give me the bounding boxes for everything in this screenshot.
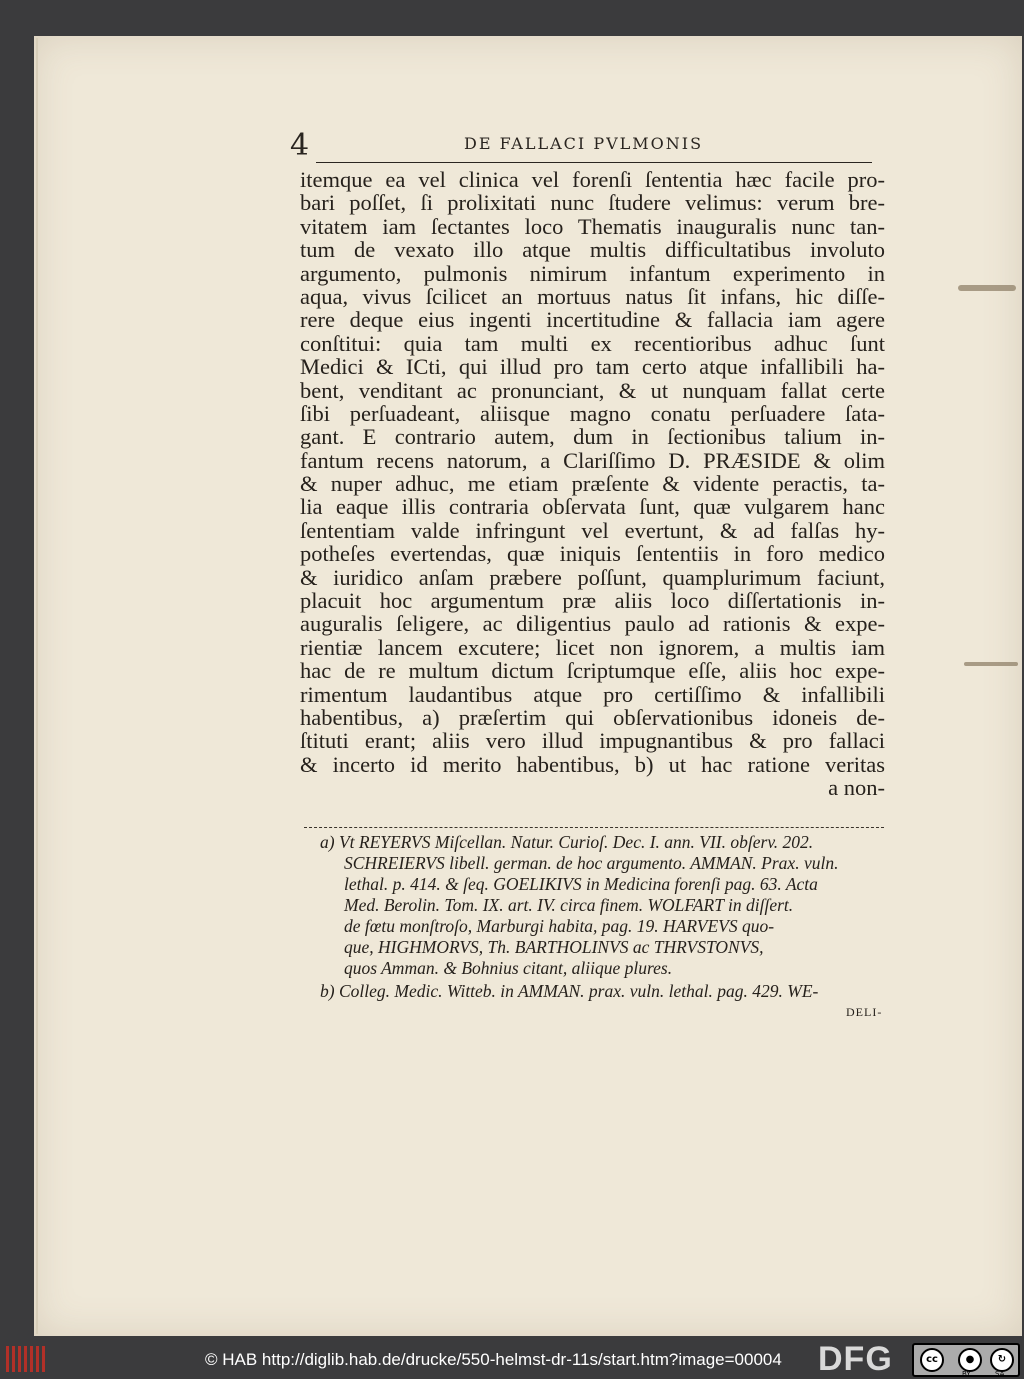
body-line: conſtitui: quia tam multi ex recentioribus adhuc ſunt — [300, 330, 885, 356]
body-line: habentibus, a) præſertim qui obſervationibus idoneis de- — [300, 704, 885, 730]
cc-license-badge[interactable] — [912, 1343, 1020, 1377]
footnotes — [320, 832, 888, 1002]
body-line: hac de re multum dictum ſcriptumque eſſe, aliis hoc expe- — [300, 658, 885, 684]
body-line: Medici & ICti, qui illud pro tam certo atque infallibili ha- — [300, 354, 885, 380]
body-line: rere deque eius ingenti incertitudine & fallacia iam agere — [300, 307, 885, 333]
footnote-line: quos Amman. & Bohnius citant, aliique plures. — [344, 958, 673, 978]
footnote-line: que, HIGHMORVS, Th. BARTHOLINVS ac THRVSTONVS, — [344, 937, 764, 957]
barcode-icon — [6, 1346, 48, 1372]
footnote-line: a) Vt REYERVS Miſcellan. Natur. Curioſ. Dec. I. ann. VII. obſerv. 202. — [320, 832, 814, 852]
header-rule — [316, 162, 872, 163]
page-header — [290, 128, 875, 164]
body-line: fantum recens natorum, a Clariſſimo D. PRÆSIDE & olim — [300, 447, 885, 473]
license-sa-label: SA — [995, 1370, 1005, 1378]
body-line: argumento, pulmonis nimirum infantum experimento in — [300, 260, 885, 286]
footnote-line: lethal. p. 414. & ſeq. GOELIKIVS in Medicina forenſi pag. 63. Acta — [344, 874, 818, 894]
footnote-line: b) Colleg. Medic. Witteb. in AMMAN. prax. vuln. lethal. pag. 429. WE- — [320, 981, 819, 1001]
body-line: lia eaque illis contraria obſervata ſunt, quæ vulgarem hanc — [300, 494, 885, 520]
body-line: & nuper adhuc, me etiam præſente & vidente peractis, ta- — [300, 471, 885, 497]
page-edge-mark — [958, 285, 1016, 291]
share-alike-icon: ↻ — [990, 1348, 1014, 1372]
body-line: & iuridico anſam præbere poſſunt, quamplurimum faciunt, — [300, 564, 885, 590]
body-line: tum de vexato illo atque multis difficultatibus involuto — [300, 237, 885, 263]
body-line: rientiæ lancem excutere; licet non ignorem, a multis iam — [300, 634, 885, 660]
body-line: ſententiam valde infringunt vel evertunt, & ad falſas hy- — [300, 517, 885, 543]
catchword: DELI- — [846, 1005, 883, 1019]
body-line: ſibi perſuadeant, aliisque magno conatu perſuadere ſata- — [300, 400, 885, 426]
body-line: gant. E contrario autem, dum in ſectionibus talium in- — [300, 424, 885, 450]
body-line: vitatem iam ſectantes loco Thematis inauguralis nunc tan- — [300, 213, 885, 239]
body-line: placuit hoc argumentum præ aliis loco diſſertationis in- — [300, 588, 885, 614]
body-line: ſtituti erant; aliis vero illud impugnantibus & pro fallaci — [300, 728, 885, 754]
footnote-line: de fœtu monſtroſo, Marburgi habita, pag. 19. HARVEVS quo- — [344, 916, 775, 936]
body-line: potheſes evertendas, quæ iniquis ſententiis in foro medico — [300, 541, 885, 567]
copyright-link[interactable]: © HAB http://diglib.hab.de/drucke/550-helmst-dr-11s/start.htm?image=00004 — [205, 1350, 782, 1369]
page-edge-mark — [964, 662, 1018, 666]
body-text — [300, 168, 885, 800]
footnote-line: SCHREIERVS libell. german. de hoc argumento. AMMAN. Prax. vuln. — [344, 853, 839, 873]
body-line: & incerto id merito habentibus, b) ut hac ratione veritas — [300, 751, 885, 777]
body-line: bent, venditant ac pronunciant, & ut nunquam fallat certe — [300, 377, 885, 403]
body-line: aqua, vivus ſcilicet an mortuus natus ſit infans, hic diſſe- — [300, 283, 885, 309]
footnote-line: Med. Berolin. Tom. IX. art. IV. circa finem. WOLFART in diſſert. — [344, 895, 794, 915]
body-line: auguralis ſeligere, ac diligentius paulo ad rationis & expe- — [300, 611, 885, 637]
cc-icon: cc — [920, 1348, 944, 1372]
running-title: DE FALLACI PVLMONIS — [464, 134, 704, 153]
body-line-catch: a non- — [828, 775, 885, 801]
body-line: rimentum laudantibus atque pro certiſſimo & infallibili — [300, 681, 885, 707]
person-icon: ● — [958, 1348, 982, 1372]
body-line: bari poſſet, ſi prolixitati nunc ſtudere velimus: verum bre- — [300, 190, 885, 216]
footnote-rule — [304, 827, 884, 828]
license-by-label: BY — [962, 1370, 971, 1378]
body-line: itemque ea vel clinica vel forenſi ſententia hæc facile pro- — [300, 167, 885, 192]
page-number: 4 — [290, 128, 310, 163]
dfg-logo[interactable]: DFG — [818, 1340, 893, 1378]
